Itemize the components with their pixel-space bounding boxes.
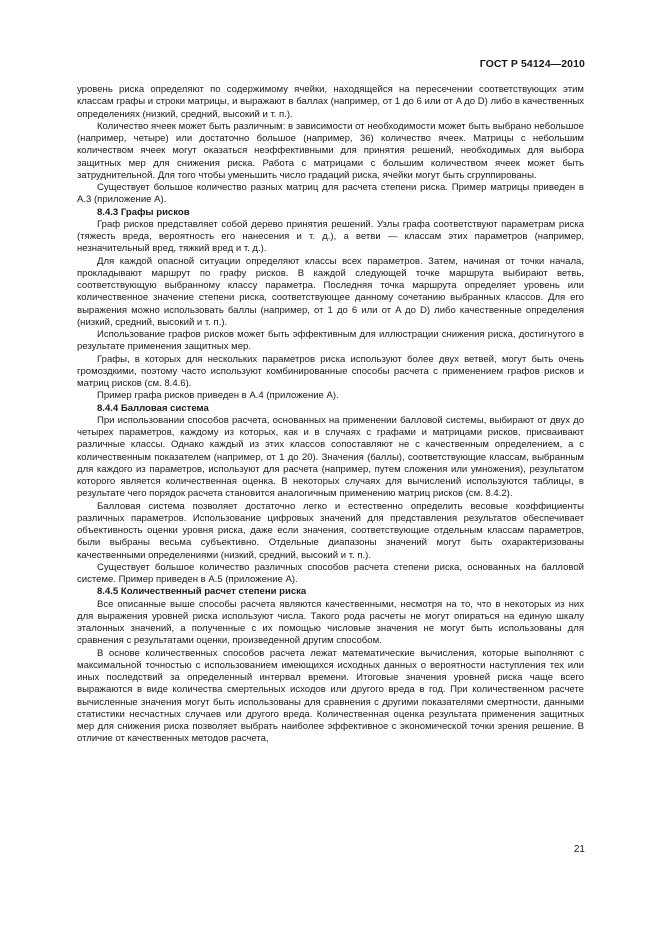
paragraph: Графы, в которых для нескольких параметров риска используют более двух ветвей, могут быть очень громоздкими, поэтому часто используют комбинированные способы расчета с применением графов рисков и матриц рисков (см. 8.4.6).: [77, 353, 584, 389]
paragraph: Использование графов рисков может быть эффективным для иллюстрации снижения риска, достигнутого в результате применения защитных мер.: [77, 329, 584, 353]
paragraph: Граф рисков представляет собой дерево принятия решений. Узлы графа соответствуют параметрам риска (тяжесть вреда, вероятность его нанесения и т. д.), а ветви — классам этих параметров (например, незначительный вред, тяжкий вред и т. д.).: [77, 218, 584, 255]
section-heading-8-4-4: 8.4.4 Балловая система: [97, 402, 209, 414]
page-number: 21: [573, 844, 585, 855]
paragraph: Пример графа рисков приведен в А.4 (приложение А).: [97, 390, 339, 402]
document-id-header: ГОСТ Р 54124—2010: [479, 58, 585, 70]
paragraph: Существует большое количество разных матриц для расчета степени риска. Пример матрицы приведен в А.3 (приложение А).: [77, 182, 584, 206]
paragraph: При использовании способов расчета, основанных на применении балловой системы, выбирают от двух до четырех параметров, каждому из которых, как и в случаях с графами и матрицами рисков, присваивают различные классы. Однако каждый из этих классов сопоставляют не с качественным определением, а с количественным показателем (например, от 1 до 20). Значения (баллы), соответствующие классам, выбранным для каждого из параметров, используют для расчета (например, путем сложения или умножения), результатом которого является количественная оценка. В некоторых случаях для вычислений используются таблицы, в результате чего порядок расчета становится аналогичным применению матриц рисков (см. 8.4.2).: [77, 414, 584, 500]
paragraph: Балловая система позволяет достаточно легко и естественно определить весовые коэффициенты различных параметров. Использование цифровых значений для представления результатов обеспечивает объективность оценки уровня риска, даже если значения, соответствующие отдельным классам параметров, были выбраны весьма субъективно. Отдельные диапазоны значений могут быть охарактеризованы качественными определениями (низкий, средний, высокий и т. п.).: [77, 500, 584, 561]
paragraph: В основе количественных способов расчета лежат математические вычисления, которые выполняют с максимальной точностью с использованием имеющихся исходных данных о вероятности наступления тех или иных последствий за определенный интервал времени. Итоговые значения уровней риска чаще всего выражаются в виде количества смертельных исходов или другого вреда в год. При количественном расчете вычисленные значения могут быть использованы для сравнения с другими показателями смертности, данными статистики несчастных случаев или другого вреда. Количественная оценка результата применения защитных мер для снижения риска позволяет выбрать наиболее эффективное с экономической точки зрения решение. В отличие от качественных методов расчета,: [77, 647, 584, 745]
paragraph: Для каждой опасной ситуации определяют классы всех параметров. Затем, начиная от точки начала, прокладывают маршрут по графу рисков. В каждой следующей точке маршрута выбирают ветвь, соответствующую выбранному классу параметра. Последняя точка маршрута определяет уровень или количественное значение степени риска, соответствующее данному сочетанию выбранных классов. Для его выражения можно использовать баллы (например, от 1 до 6 или от A до D) либо качественные определения (низкий, средний, высокий и т. п.).: [77, 255, 584, 328]
paragraph: уровень риска определяют по содержимому ячейки, находящейся на пересечении соответствующих этим классам графы и строки матрицы, и выражают в баллах (например, от 1 до 6 или от A до D) либо в качественных определениях (низкий, средний, высокий и т. п.).: [77, 84, 584, 120]
paragraph: Все описанные выше способы расчета являются качественными, несмотря на то, что в некоторых из них для выражения уровней риска используют числа. Такого рода расчеты не могут опираться на единую шкалу эталонных значений, а полученные с их помощью числовые значения не могут быть использованы для сравнения с результатами оценки, произведенной другим способом.: [77, 598, 584, 647]
paragraph: Существует большое количество различных способов расчета степени риска, основанных на балловой системе. Пример приведен в А.5 (приложение А).: [77, 561, 584, 585]
document-body: [77, 84, 584, 746]
paragraph: Количество ячеек может быть различным: в зависимости от необходимости может быть выбрано небольшое (например, четыре) или достаточно большое (например, 36) количество ячеек. Матрицы с небольшим количеством ячеек могут оказаться неэффективными для принятия решений, необходимых для выбора защитных мер для снижения риска. Работа с матрицами с большим количеством ячеек может быть затруднительной. Для того чтобы уменьшить число градаций риска, ячейки могут быть сгруппированы.: [77, 120, 584, 181]
section-heading-8-4-5: 8.4.5 Количественный расчет степени риска: [97, 586, 307, 598]
section-heading-8-4-3: 8.4.3 Графы рисков: [97, 206, 190, 218]
